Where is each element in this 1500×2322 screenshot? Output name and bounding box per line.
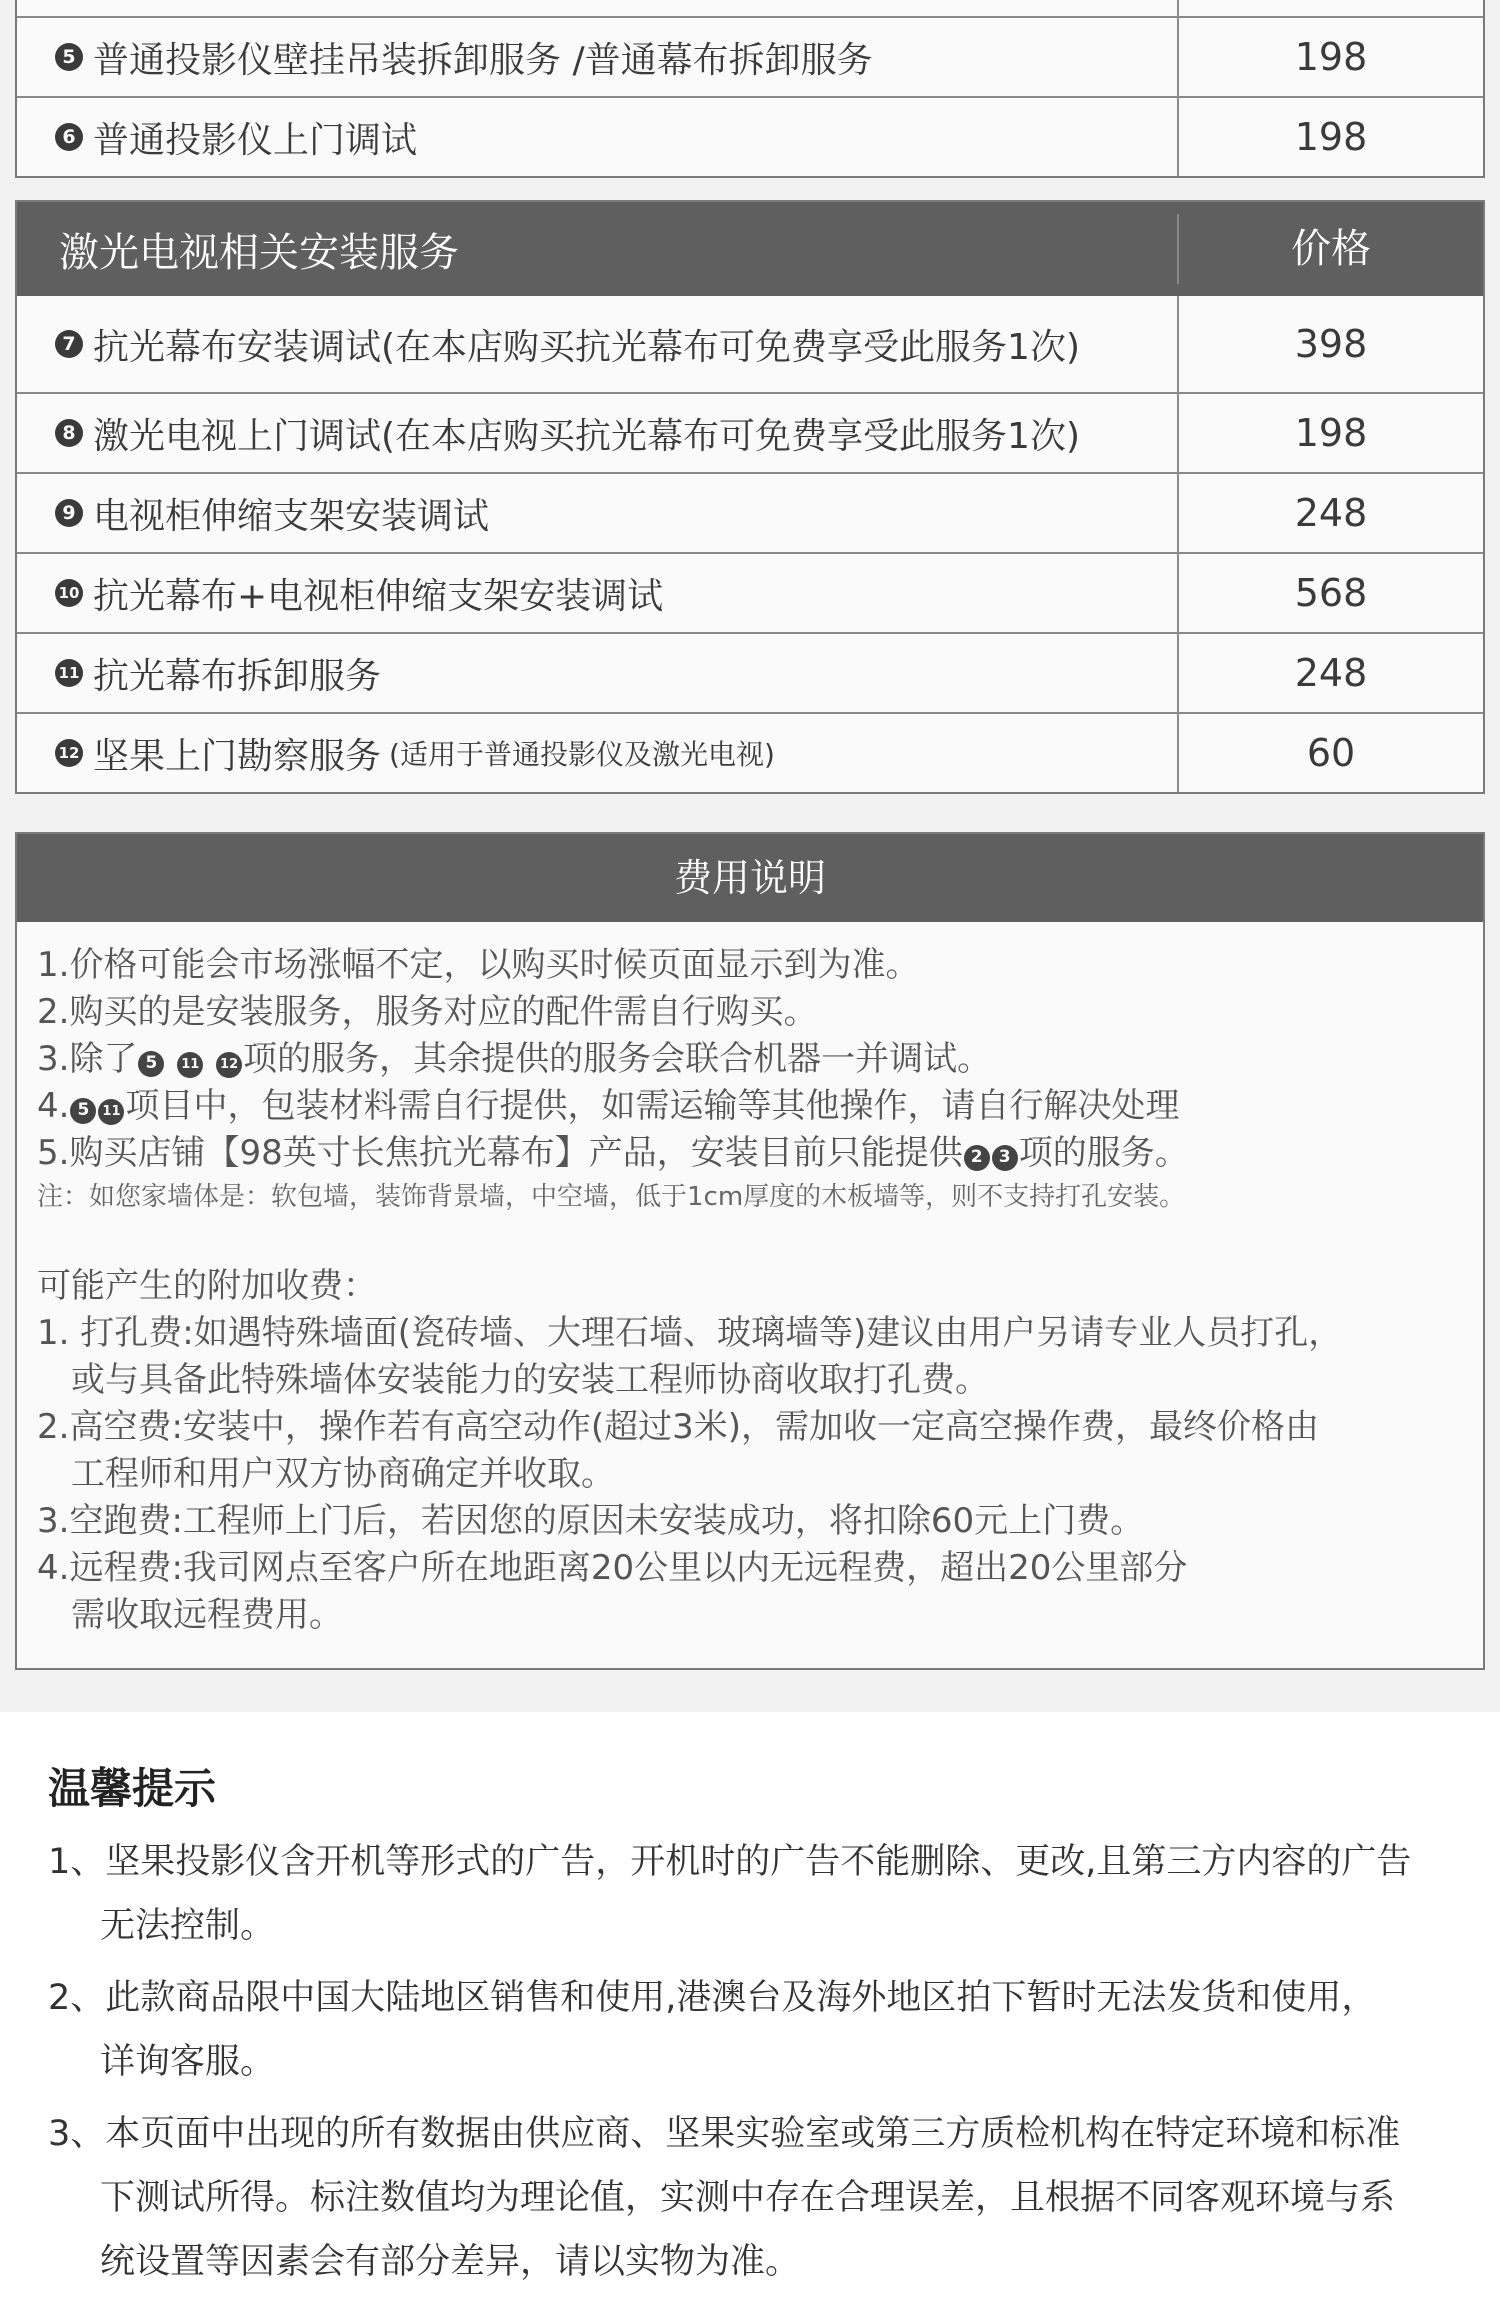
service-price: 198 — [1177, 98, 1483, 176]
header-price: 价格 — [1177, 214, 1483, 284]
extra-title: 可能产生的附加收费： — [37, 1266, 377, 1306]
table-header — [17, 202, 1483, 296]
table-row — [17, 0, 1483, 16]
fee-line-5: 5.购买店铺【98英寸长焦抗光幕布】产品，安装目前只能提供 2 3 项的服务。 — [37, 1133, 1189, 1173]
service-name: 坚果上门勘察服务 — [93, 735, 382, 777]
service-name: 普通投影仪壁挂吊装拆卸服务 /普通幕布拆卸服务 — [93, 39, 873, 81]
warm-tips-section — [0, 1712, 1500, 2322]
fee-line-2: 2.购买的是安装服务，服务对应的配件需自行购买。 — [37, 992, 818, 1032]
extra-line: 4.远程费:我司网点至客户所在地距离20公里以内无远程费，超出20公里部分 — [37, 1548, 1188, 1588]
fee-body — [17, 922, 1483, 1639]
number-badge: 11 — [55, 659, 83, 687]
fee-title: 费用说明 — [17, 834, 1483, 922]
number-badge: 3 — [992, 1145, 1018, 1171]
number-badge: 7 — [55, 330, 83, 358]
number-badge: 6 — [55, 123, 83, 151]
tips-title: 温馨提示 — [48, 1764, 217, 1813]
service-price: 60 — [1177, 714, 1483, 792]
fee-line-4: 4. 5 11 项目中，包装材料需自行提供，如需运输等其他操作，请自行解决处理 — [37, 1086, 1180, 1126]
header-service: 激光电视相关安装服务 — [59, 229, 459, 276]
fee-line-3: 3.除了 5 11 12 项的服务，其余提供的服务会联合机器一并调试。 — [37, 1039, 992, 1079]
fee-line-1: 1.价格可能会市场涨幅不定，以购买时候页面显示到为准。 — [37, 945, 920, 985]
service-name: 抗光幕布+电视柜伸缩支架安装调试 — [93, 575, 664, 617]
tip-item-1: 1、坚果投影仪含开机等形式的广告，开机时的广告不能删除、更改,且第三方内容的广告 无法控制。 — [48, 1842, 1412, 1946]
laser-tv-service-table — [15, 200, 1485, 794]
service-price: 568 — [1177, 554, 1483, 632]
table-row — [17, 472, 1483, 552]
number-badge: 5 — [55, 43, 83, 71]
table-row — [17, 296, 1483, 392]
fee-note: 注：如您家墙体是：软包墙，装饰背景墙，中空墙，低于1cm厚度的木板墙等，则不支持打孔安装。 — [37, 1182, 1186, 1212]
service-note: (适用于普通投影仪及激光电视) — [389, 738, 775, 771]
extra-line: 工程师和用户双方协商确定并收取。 — [71, 1454, 615, 1494]
service-name: 激光电视上门调试(在本店购买抗光幕布可免费享受此服务1次) — [93, 415, 1080, 457]
extra-line: 1. 打孔费:如遇特殊墙面(瓷砖墙、大理石墙、玻璃墙等)建议由用户另请专业人员打孔， — [37, 1313, 1343, 1353]
number-badge: 2 — [964, 1145, 990, 1171]
number-badge: 12 — [216, 1052, 242, 1078]
number-badge: 12 — [55, 739, 83, 767]
tip-item-3: 3、本页面中出现的所有数据由供应商、坚果实验室或第三方质检机构在特定环境和标准 下测试所得。标注数值均为理论值，实测中存在合理误差，且根据不同客观环境与系 统设置等因素会有部分差异，请以实物为准。 — [48, 2114, 1401, 2282]
number-badge: 9 — [55, 499, 83, 527]
fee-explanation-box — [15, 832, 1485, 1670]
service-price: 198 — [1177, 18, 1483, 96]
service-name: 抗光幕布安装调试(在本店购买抗光幕布可免费享受此服务1次) — [93, 326, 1080, 368]
table-row — [17, 392, 1483, 472]
service-price: 198 — [1177, 394, 1483, 472]
service-price: 248 — [1177, 634, 1483, 712]
service-price: 398 — [1177, 296, 1483, 392]
service-name: 电视柜伸缩支架安装调试 — [93, 495, 490, 537]
service-price: 248 — [1177, 474, 1483, 552]
extra-line: 需收取远程费用。 — [71, 1595, 343, 1635]
table-row — [17, 16, 1483, 96]
extra-line: 或与具备此特殊墙体安装能力的安装工程师协商收取打孔费。 — [71, 1360, 989, 1400]
number-badge: 11 — [177, 1052, 203, 1078]
number-badge: 5 — [138, 1051, 164, 1077]
table-row — [17, 632, 1483, 712]
projector-service-table — [15, 0, 1485, 178]
extra-line: 2.高空费:安装中，操作若有高空动作(超过3米)，需加收一定高空操作费，最终价格由 — [37, 1407, 1320, 1447]
extra-line: 3.空跑费:工程师上门后，若因您的原因未安装成功，将扣除60元上门费。 — [37, 1501, 1145, 1541]
number-badge: 5 — [70, 1098, 96, 1124]
table-row — [17, 712, 1483, 792]
number-badge: 10 — [55, 579, 83, 607]
table-row — [17, 96, 1483, 176]
tip-item-2: 2、此款商品限中国大陆地区销售和使用,港澳台及海外地区拍下暂时无法发货和使用， 详询客服。 — [48, 1978, 1377, 2082]
number-badge: 8 — [55, 419, 83, 447]
service-name: 抗光幕布拆卸服务 — [93, 655, 382, 697]
table-row — [17, 552, 1483, 632]
number-badge: 11 — [98, 1099, 124, 1125]
service-name: 普通投影仪上门调试 — [93, 119, 418, 161]
